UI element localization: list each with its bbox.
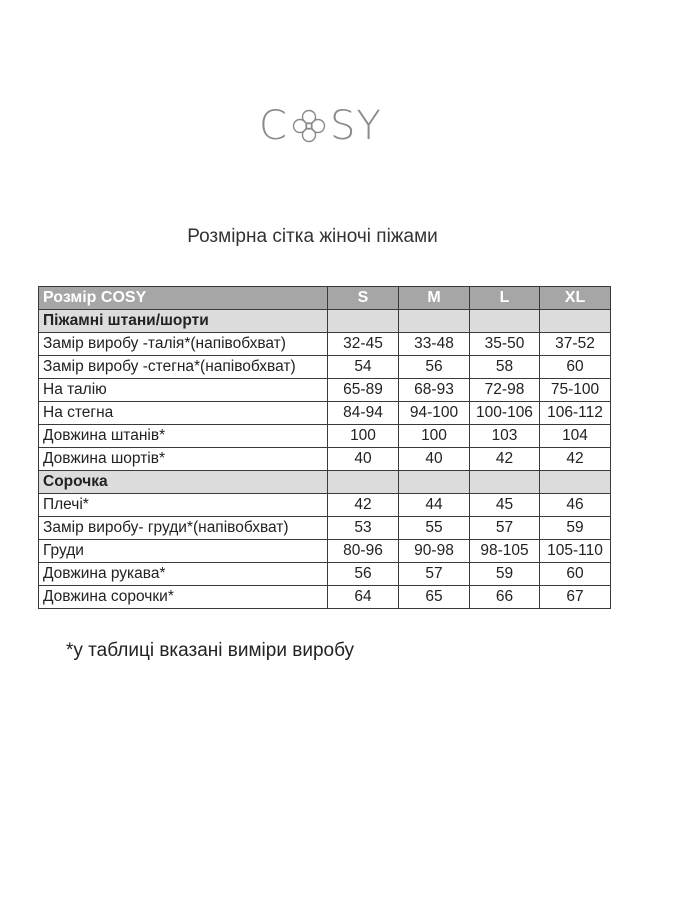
measure-label: Довжина сорочки* (39, 586, 328, 609)
header-size-label: Розмір COSY (39, 287, 328, 310)
measure-label: Замір виробу -талія*(напівобхват) (39, 333, 328, 356)
section-blank-cell (399, 471, 470, 494)
table-section-row (39, 471, 611, 494)
size-value: 100-106 (470, 402, 540, 425)
table-section-row (39, 310, 611, 333)
size-value: 60 (540, 356, 611, 379)
size-value: 46 (540, 494, 611, 517)
size-value: 42 (540, 448, 611, 471)
section-blank-cell (540, 471, 611, 494)
size-value: 104 (540, 425, 611, 448)
size-value: 67 (540, 586, 611, 609)
size-value: 65 (399, 586, 470, 609)
size-value: 103 (470, 425, 540, 448)
measure-label: Плечі* (39, 494, 328, 517)
size-value: 64 (328, 586, 399, 609)
size-value: 66 (470, 586, 540, 609)
size-value: 98-105 (470, 540, 540, 563)
table-row (39, 448, 611, 471)
table-row (39, 540, 611, 563)
page-title: Розмірна сітка жіночі піжами (187, 226, 438, 247)
measure-label: На стегна (39, 402, 328, 425)
measure-label: На талію (39, 379, 328, 402)
size-value: 35-50 (470, 333, 540, 356)
size-value: 100 (328, 425, 399, 448)
size-value: 100 (399, 425, 470, 448)
table-row (39, 379, 611, 402)
size-value: 40 (399, 448, 470, 471)
table-row (39, 356, 611, 379)
measure-label: Замір виробу -стегна*(напівобхват) (39, 356, 328, 379)
size-value: 94-100 (399, 402, 470, 425)
section-blank-cell (470, 471, 540, 494)
table-header-row (39, 287, 611, 310)
table-row (39, 517, 611, 540)
size-value: 59 (470, 563, 540, 586)
size-value: 72-98 (470, 379, 540, 402)
section-blank-cell (540, 310, 611, 333)
section-blank-cell (328, 471, 399, 494)
measure-label: Замір виробу- груди*(напівобхват) (39, 517, 328, 540)
size-value: 37-52 (540, 333, 611, 356)
section-blank-cell (328, 310, 399, 333)
size-value: 53 (328, 517, 399, 540)
size-value: 65-89 (328, 379, 399, 402)
size-value: 54 (328, 356, 399, 379)
flower-knot-icon (289, 106, 329, 146)
logo-letter-c: C (259, 103, 288, 149)
table-row (39, 586, 611, 609)
size-value: 57 (470, 517, 540, 540)
section-title: Піжамні штани/шорти (39, 310, 328, 333)
header-size-m: M (399, 287, 470, 310)
section-blank-cell (470, 310, 540, 333)
size-value: 60 (540, 563, 611, 586)
size-value: 42 (328, 494, 399, 517)
table-row (39, 333, 611, 356)
section-title: Сорочка (39, 471, 328, 494)
size-value: 45 (470, 494, 540, 517)
table-row (39, 425, 611, 448)
size-value: 55 (399, 517, 470, 540)
header-size-l: L (470, 287, 540, 310)
table-row (39, 563, 611, 586)
header-size-s: S (328, 287, 399, 310)
footnote: *у таблиці вказані виміри виробу (66, 640, 355, 661)
measure-label: Груди (39, 540, 328, 563)
size-value: 40 (328, 448, 399, 471)
size-value: 105-110 (540, 540, 611, 563)
size-value: 44 (399, 494, 470, 517)
size-value: 32-45 (328, 333, 399, 356)
measure-label: Довжина штанів* (39, 425, 328, 448)
header-size-xl: XL (540, 287, 611, 310)
size-value: 84-94 (328, 402, 399, 425)
size-value: 56 (399, 356, 470, 379)
size-value: 75-100 (540, 379, 611, 402)
size-value: 59 (540, 517, 611, 540)
measure-label: Довжина рукава* (39, 563, 328, 586)
size-value: 68-93 (399, 379, 470, 402)
size-value: 106-112 (540, 402, 611, 425)
logo-letters-sy: SY (329, 103, 382, 149)
size-value: 42 (470, 448, 540, 471)
size-chart-table (38, 286, 611, 609)
table-row (39, 402, 611, 425)
size-value: 57 (399, 563, 470, 586)
size-value: 33-48 (399, 333, 470, 356)
size-value: 80-96 (328, 540, 399, 563)
size-value: 56 (328, 563, 399, 586)
table-row (39, 494, 611, 517)
measure-label: Довжина шортів* (39, 448, 328, 471)
brand-logo (259, 104, 382, 148)
size-value: 90-98 (399, 540, 470, 563)
section-blank-cell (399, 310, 470, 333)
size-value: 58 (470, 356, 540, 379)
